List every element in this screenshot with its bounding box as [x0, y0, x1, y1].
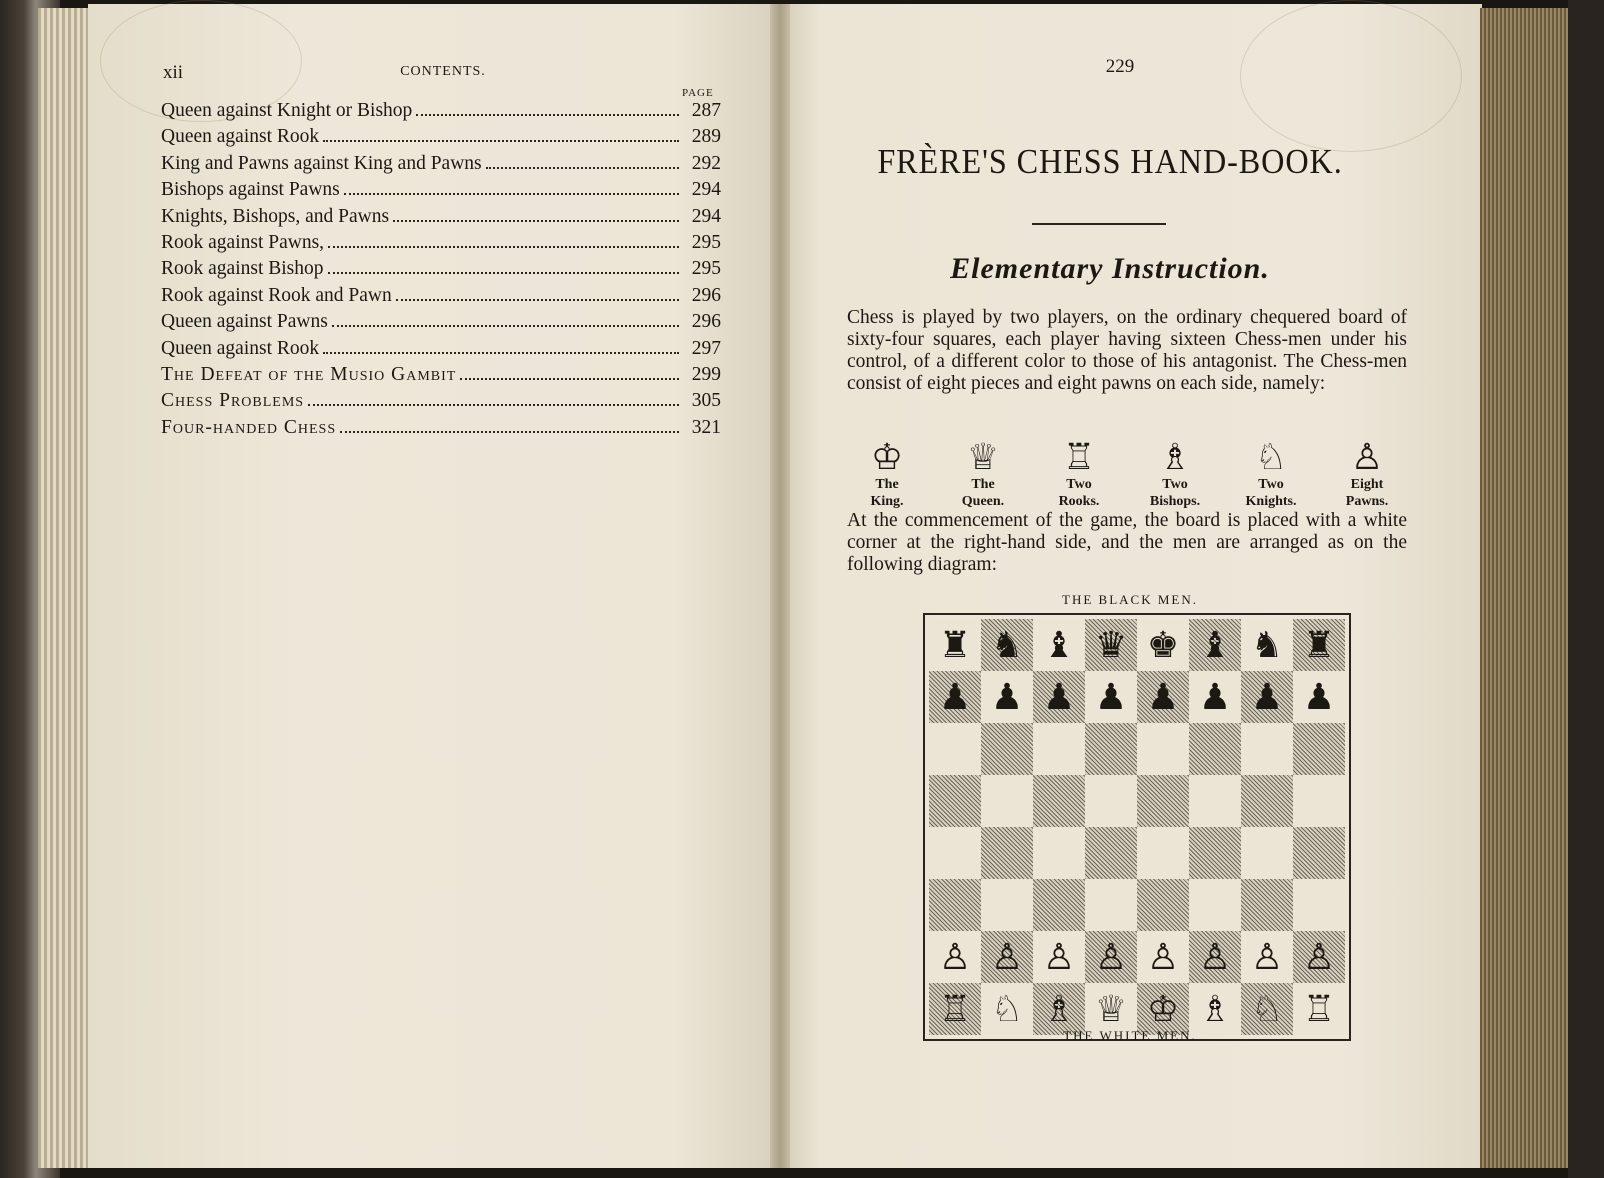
- toc-entry-title: Queen against Rook: [161, 337, 320, 359]
- board-square: [1241, 775, 1293, 827]
- toc-entry-page: 305: [691, 390, 721, 412]
- chess-piece-icon: ♙: [1250, 937, 1284, 977]
- toc-leader-dots: [328, 246, 679, 248]
- piece-label-line2: Knights.: [1245, 494, 1297, 509]
- chess-piece-icon: ♗: [1198, 989, 1232, 1029]
- toc-entry: [161, 311, 721, 337]
- chess-piece-icon: ♖: [1062, 437, 1096, 477]
- toc-entry-page: 295: [691, 231, 721, 253]
- book-cover-right: [1568, 0, 1604, 1178]
- board-square: [1137, 879, 1189, 931]
- black-men-label: THE BLACK MEN.: [1062, 592, 1198, 607]
- board-square: [981, 775, 1033, 827]
- intro-paragraph: Chess is played by two players, on the ordinary chequered board of sixty-four squares, each player having sixteen Chess-men under his control, of a different color to those of his antagonist. The Chess-men consist of eight pieces and eight pawns on each side, namely:: [847, 307, 1407, 394]
- board-square: [929, 671, 981, 723]
- board-square: [1137, 775, 1189, 827]
- board-square: [929, 723, 981, 775]
- chess-piece-icon: ♟: [1094, 677, 1128, 717]
- toc-entry: [161, 285, 721, 311]
- board-square: [1241, 827, 1293, 879]
- board-square: [1189, 827, 1241, 879]
- board-square: [1033, 931, 1085, 983]
- toc-leader-dots: [416, 114, 679, 116]
- right-page-number: 229: [1105, 56, 1135, 77]
- toc-entry-page: 289: [691, 126, 721, 148]
- board-square: [1033, 619, 1085, 671]
- chess-piece-icon: ♛: [1094, 625, 1128, 665]
- board-square: [1033, 879, 1085, 931]
- board-square: [1241, 723, 1293, 775]
- toc-entry-title: Bishops against Pawns: [161, 179, 340, 201]
- toc-leader-dots: [344, 193, 679, 195]
- board-square: [1293, 827, 1345, 879]
- toc-entry: [161, 338, 721, 364]
- toc-leader-dots: [323, 140, 679, 142]
- board-square: [1293, 775, 1345, 827]
- chess-piece-icon: ♔: [1146, 989, 1180, 1029]
- contents-heading: CONTENTS.: [400, 64, 486, 79]
- toc-entry: [161, 364, 721, 390]
- board-square: [929, 931, 981, 983]
- page-column-label: PAGE: [682, 87, 714, 99]
- board-square: [1241, 931, 1293, 983]
- board-square: [1189, 775, 1241, 827]
- board-square: [1137, 931, 1189, 983]
- board-square: [1085, 775, 1137, 827]
- board-square: [1033, 723, 1085, 775]
- board-square: [1293, 671, 1345, 723]
- piece-label-line2: Bishops.: [1149, 494, 1201, 509]
- board-square: [929, 775, 981, 827]
- board-square: [1137, 619, 1189, 671]
- board-square: [981, 827, 1033, 879]
- chess-piece-icon: ♝: [1198, 625, 1232, 665]
- board-square: [1085, 827, 1137, 879]
- book-title: FRÈRE'S CHESS HAND-BOOK.: [877, 142, 1343, 181]
- piece-label-line1: Eight: [1350, 477, 1384, 492]
- toc-entry-page: 295: [691, 258, 721, 280]
- board-square: [1189, 931, 1241, 983]
- toc-leader-dots: [308, 404, 679, 406]
- toc-entry-page: 287: [691, 100, 721, 121]
- chess-piece-icon: ♙: [1302, 937, 1336, 977]
- piece-label-line2: Queen.: [961, 494, 1005, 509]
- board-square: [1033, 775, 1085, 827]
- piece-label-line1: Two: [1066, 477, 1092, 492]
- board-square: [929, 827, 981, 879]
- board-square: [1033, 671, 1085, 723]
- toc-leader-dots: [323, 352, 679, 354]
- setup-paragraph: At the commencement of the game, the board is placed with a white corner at the right-hand side, and the men are arranged as on the following diagram:: [847, 510, 1407, 575]
- toc-leader-dots: [340, 431, 679, 433]
- toc-entry-title: Rook against Rook and Pawn: [161, 284, 392, 306]
- chess-piece-icon: ♘: [990, 989, 1024, 1029]
- board-square: [981, 723, 1033, 775]
- board-square: [929, 879, 981, 931]
- piece-legend-item: [938, 438, 1028, 510]
- board-square: [1293, 879, 1345, 931]
- toc-entry: [161, 206, 721, 232]
- board-square: [1085, 671, 1137, 723]
- board-square: [1241, 671, 1293, 723]
- chess-piece-icon: ♗: [1042, 989, 1076, 1029]
- chess-piece-icon: ♙: [990, 937, 1024, 977]
- toc-entry-title: King and Pawns against King and Pawns: [161, 152, 482, 174]
- toc-entry: [161, 153, 721, 179]
- board-square: [1085, 619, 1137, 671]
- chess-piece-icon: ♟: [990, 677, 1024, 717]
- chess-piece-icon: ♟: [1042, 677, 1076, 717]
- toc-entry: [161, 417, 721, 443]
- piece-legend-item: [1034, 438, 1124, 510]
- board-square: [1189, 619, 1241, 671]
- table-of-contents: [161, 100, 721, 443]
- chess-piece-icon: ♙: [1350, 437, 1384, 477]
- chess-piece-icon: ♙: [1042, 937, 1076, 977]
- chess-piece-icon: ♚: [1146, 625, 1180, 665]
- piece-legend-item: [842, 438, 932, 510]
- toc-entry: [161, 179, 721, 205]
- left-running-head: [163, 62, 723, 86]
- board-square: [1189, 671, 1241, 723]
- toc-leader-dots: [393, 220, 679, 222]
- section-subtitle: Elementary Instruction.: [950, 252, 1270, 285]
- piece-legend-item: [1322, 438, 1412, 510]
- board-square: [1293, 983, 1345, 1035]
- toc-entry-title: The Defeat of the Musio Gambit: [161, 363, 457, 385]
- chess-piece-icon: ♔: [870, 437, 904, 477]
- board-square: [1293, 619, 1345, 671]
- toc-entry-page: 297: [691, 337, 721, 359]
- toc-leader-dots: [328, 272, 679, 274]
- white-men-label: THE WHITE MEN.: [1063, 1028, 1197, 1043]
- chess-piece-icon: ♖: [938, 989, 972, 1029]
- board-square: [1085, 723, 1137, 775]
- book-gutter: [770, 4, 790, 1168]
- chess-piece-icon: ♙: [1146, 937, 1180, 977]
- board-square: [1189, 879, 1241, 931]
- board-square: [1293, 931, 1345, 983]
- board-square: [981, 671, 1033, 723]
- board-square: [929, 983, 981, 1035]
- toc-entry-title: Queen against Knight or Bishop: [161, 100, 413, 121]
- toc-entry: [161, 100, 721, 126]
- board-square: [981, 879, 1033, 931]
- toc-entry-page: 321: [691, 416, 721, 438]
- page-edges-right: [1480, 8, 1570, 1168]
- chess-piece-icon: ♘: [1250, 989, 1284, 1029]
- chess-piece-icon: ♞: [1250, 625, 1284, 665]
- toc-entry: [161, 232, 721, 258]
- board-square: [1137, 827, 1189, 879]
- piece-label-line1: The: [875, 477, 899, 492]
- piece-label-line2: King.: [870, 494, 904, 509]
- chess-piece-icon: ♗: [1158, 437, 1192, 477]
- toc-entry: [161, 390, 721, 416]
- piece-label-line1: Two: [1258, 477, 1284, 492]
- toc-entry-title: Knights, Bishops, and Pawns: [161, 205, 390, 227]
- board-square: [1241, 619, 1293, 671]
- chess-board: [923, 613, 1351, 1041]
- toc-entry-title: Rook against Bishop: [161, 258, 324, 280]
- toc-leader-dots: [332, 325, 679, 327]
- piece-label-line1: Two: [1162, 477, 1188, 492]
- chess-piece-icon: ♜: [1302, 625, 1336, 665]
- board-square: [1033, 827, 1085, 879]
- chess-piece-icon: ♖: [1302, 989, 1336, 1029]
- toc-leader-dots: [460, 378, 679, 380]
- toc-entry-title: Four-handed Chess: [161, 416, 337, 438]
- chess-piece-icon: ♞: [990, 625, 1024, 665]
- board-square: [1137, 671, 1189, 723]
- toc-entry: [161, 258, 721, 284]
- toc-entry-title: Rook against Pawns,: [161, 231, 325, 253]
- chess-piece-icon: ♙: [1094, 937, 1128, 977]
- chess-piece-icon: ♕: [1094, 989, 1128, 1029]
- board-square: [1085, 931, 1137, 983]
- board-square: [929, 619, 981, 671]
- chess-piece-icon: ♟: [938, 677, 972, 717]
- toc-entry-page: 294: [691, 179, 721, 201]
- board-square: [1137, 723, 1189, 775]
- toc-entry: [161, 126, 721, 152]
- toc-entry-page: 294: [691, 205, 721, 227]
- left-page-number: xii: [163, 62, 184, 83]
- board-grid: [929, 619, 1345, 1035]
- piece-legend-item: [1130, 438, 1220, 510]
- toc-leader-dots: [396, 299, 679, 301]
- toc-entry-title: Queen against Pawns: [161, 311, 328, 333]
- chess-piece-icon: ♘: [1254, 437, 1288, 477]
- chess-piece-icon: ♟: [1250, 677, 1284, 717]
- piece-legend: [842, 438, 1412, 510]
- board-square: [1085, 879, 1137, 931]
- toc-entry-title: Queen against Rook: [161, 126, 320, 148]
- toc-leader-dots: [486, 167, 679, 169]
- board-square: [981, 931, 1033, 983]
- chess-piece-icon: ♝: [1042, 625, 1076, 665]
- toc-entry-page: 299: [691, 363, 721, 385]
- toc-entry-page: 296: [691, 284, 721, 306]
- chess-piece-icon: ♕: [966, 437, 1000, 477]
- board-square: [1241, 879, 1293, 931]
- chess-piece-icon: ♜: [938, 625, 972, 665]
- piece-label-line2: Rooks.: [1058, 494, 1100, 509]
- title-rule: [1032, 223, 1166, 225]
- piece-legend-item: [1226, 438, 1316, 510]
- chess-piece-icon: ♟: [1198, 677, 1232, 717]
- piece-label-line2: Pawns.: [1345, 494, 1389, 509]
- board-square: [981, 619, 1033, 671]
- chess-piece-icon: ♟: [1146, 677, 1180, 717]
- board-square: [1293, 723, 1345, 775]
- board-square: [1189, 723, 1241, 775]
- piece-label-line1: The: [971, 477, 995, 492]
- chess-piece-icon: ♙: [1198, 937, 1232, 977]
- chess-piece-icon: ♙: [938, 937, 972, 977]
- toc-entry-page: 296: [691, 311, 721, 333]
- chess-piece-icon: ♟: [1302, 677, 1336, 717]
- toc-entry-title: Chess Problems: [161, 390, 305, 412]
- toc-entry-page: 292: [691, 152, 721, 174]
